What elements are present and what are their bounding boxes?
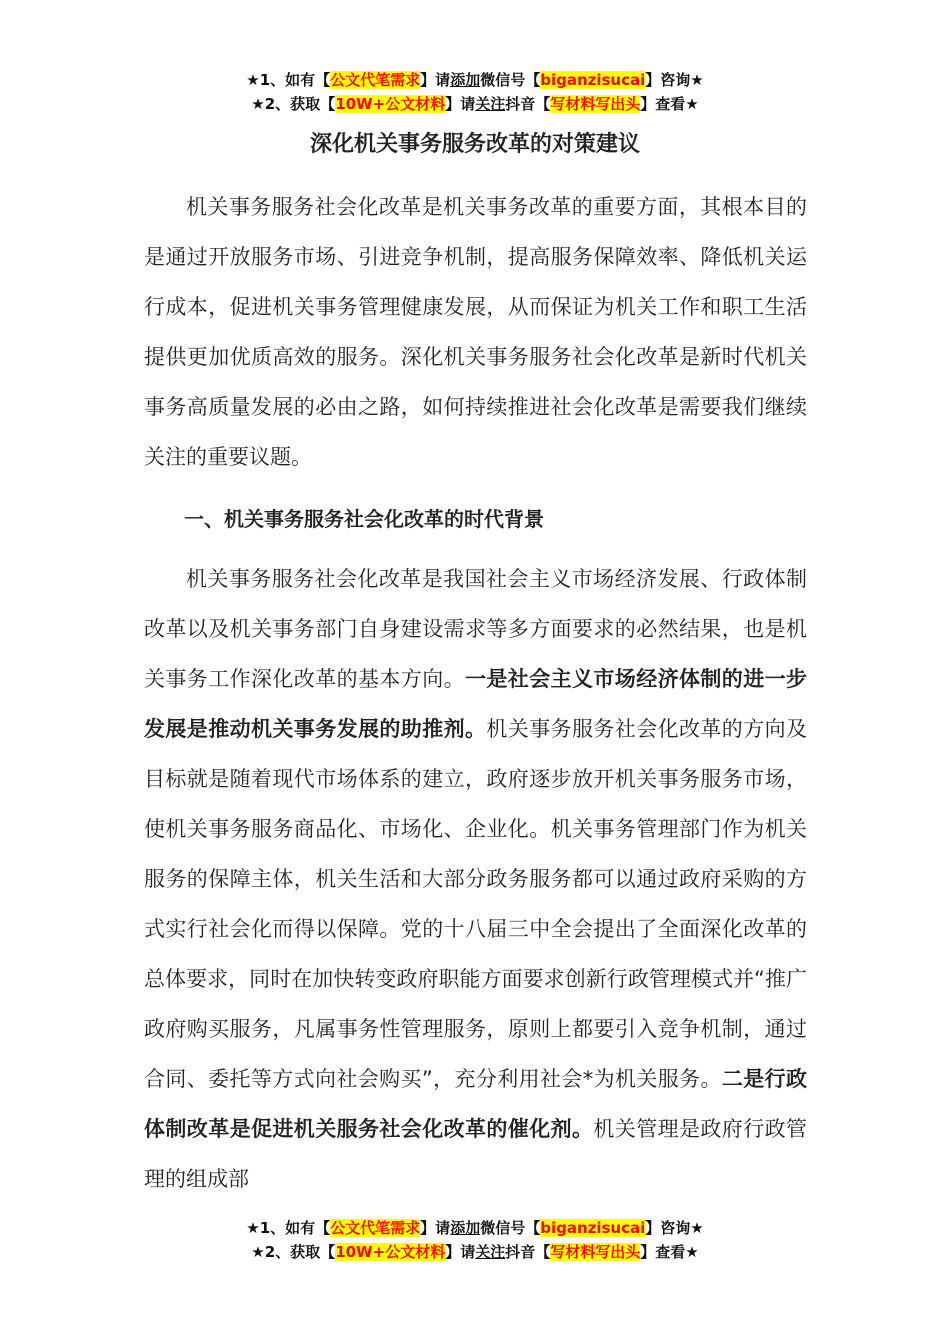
promo-text: 抖音【	[505, 1243, 551, 1261]
promo-underlined: 添加	[450, 1219, 481, 1237]
promo-text: ★1、如有【	[246, 1219, 331, 1237]
promo-text: ★2、获取【	[251, 95, 336, 113]
promo-underlined: 添加	[450, 71, 481, 89]
promo-text: 抖音【	[505, 95, 551, 113]
promo-line-1	[0, 68, 950, 92]
promo-text: 】请	[420, 71, 451, 89]
promo-text: ★2、获取【	[251, 1243, 336, 1261]
promo-underlined: 关注	[475, 95, 506, 113]
promo-highlight: 10W+公文材料	[335, 1243, 446, 1261]
key-point-2: 二是行政体制改革是促进机关服务社会化改革的催化剂。	[144, 1067, 807, 1141]
promo-highlight: 公文代笔需求	[330, 71, 421, 89]
promo-text: 微信号【	[480, 1219, 541, 1237]
document-title: 深化机关事务服务改革的对策建议	[309, 132, 640, 157]
section-1-paragraph	[144, 554, 807, 1204]
key-point-1: 一是社会主义市场经济体制的进一步发展是推动机关事务发展的助推剂。	[144, 667, 807, 741]
section-heading: 一、机关事务服务社会化改革的时代背景	[184, 507, 544, 531]
promo-text: ★1、如有【	[246, 71, 331, 89]
promo-line-2	[0, 92, 950, 116]
intro-block	[144, 182, 807, 482]
promo-text: 】查看★	[640, 95, 699, 113]
promo-text: 】咨询★	[645, 1219, 704, 1237]
section-1	[144, 494, 807, 544]
intro-paragraph: 机关事务服务社会化改革是机关事务改革的重要方面，其根本目的是通过开放服务市场、引进竞争机制，提高服务保障效率、降低机关运行成本，促进机关事务管理健康发展，从而保证为机关工作和职工生活提供更加优质高效的服务。深化机关事务服务社会化改革是新时代机关事务高质量发展的必由之路，如何持续推进社会化改革是需要我们继续关注的重要议题。	[144, 195, 807, 469]
promo-line-1	[0, 1216, 950, 1240]
promo-highlight-douyin-id: 写材料写出头	[550, 1243, 641, 1261]
promo-highlight-wechat-id: biganzisucai	[540, 71, 646, 89]
promo-highlight-wechat-id: biganzisucai	[540, 1219, 646, 1237]
section-1-body	[144, 554, 807, 1204]
promo-highlight: 10W+公文材料	[335, 95, 446, 113]
promo-text: 】查看★	[640, 1243, 699, 1261]
body-text: 机关事务服务社会化改革是我国社会主义市场经济发展、行政体制改革以及机关事务部门自身建设需求等多方面要求的必然结果，也是机关事务工作深化改革的基本方向。	[144, 567, 807, 691]
promo-banner-top	[0, 68, 950, 116]
promo-text: 】请	[445, 1243, 476, 1261]
body-text: 机关事务服务社会化改革的方向及目标就是随着现代市场体系的建立，政府逐步放开机关事务服务市场，使机关事务服务商品化、市场化、企业化。机关事务管理部门作为机关服务的保障主体，机关生活和大部分政务服务都可以通过政府采购的方式实行社会化而得以保障。党的十八届三中全会提出了全面深化改革的总体要求，同时在加快转变政府职能方面要求创新行政管理模式并“推广政府购买服务，凡属事务性管理服务，原则上都要引入竞争机制，通过合同、委托等方式向社会购买”，充分利用社会*为机关服务。	[144, 717, 808, 1091]
promo-text: 】咨询★	[645, 71, 704, 89]
promo-line-2	[0, 1240, 950, 1264]
promo-banner-bottom	[0, 1216, 950, 1264]
promo-text: 】请	[445, 95, 476, 113]
promo-highlight-douyin-id: 写材料写出头	[550, 95, 641, 113]
body-text: 机关管理是政府行政管理的组成部	[144, 1117, 808, 1191]
promo-highlight: 公文代笔需求	[330, 1219, 421, 1237]
promo-underlined: 关注	[475, 1243, 506, 1261]
promo-text: 】请	[420, 1219, 451, 1237]
promo-text: 微信号【	[480, 71, 541, 89]
